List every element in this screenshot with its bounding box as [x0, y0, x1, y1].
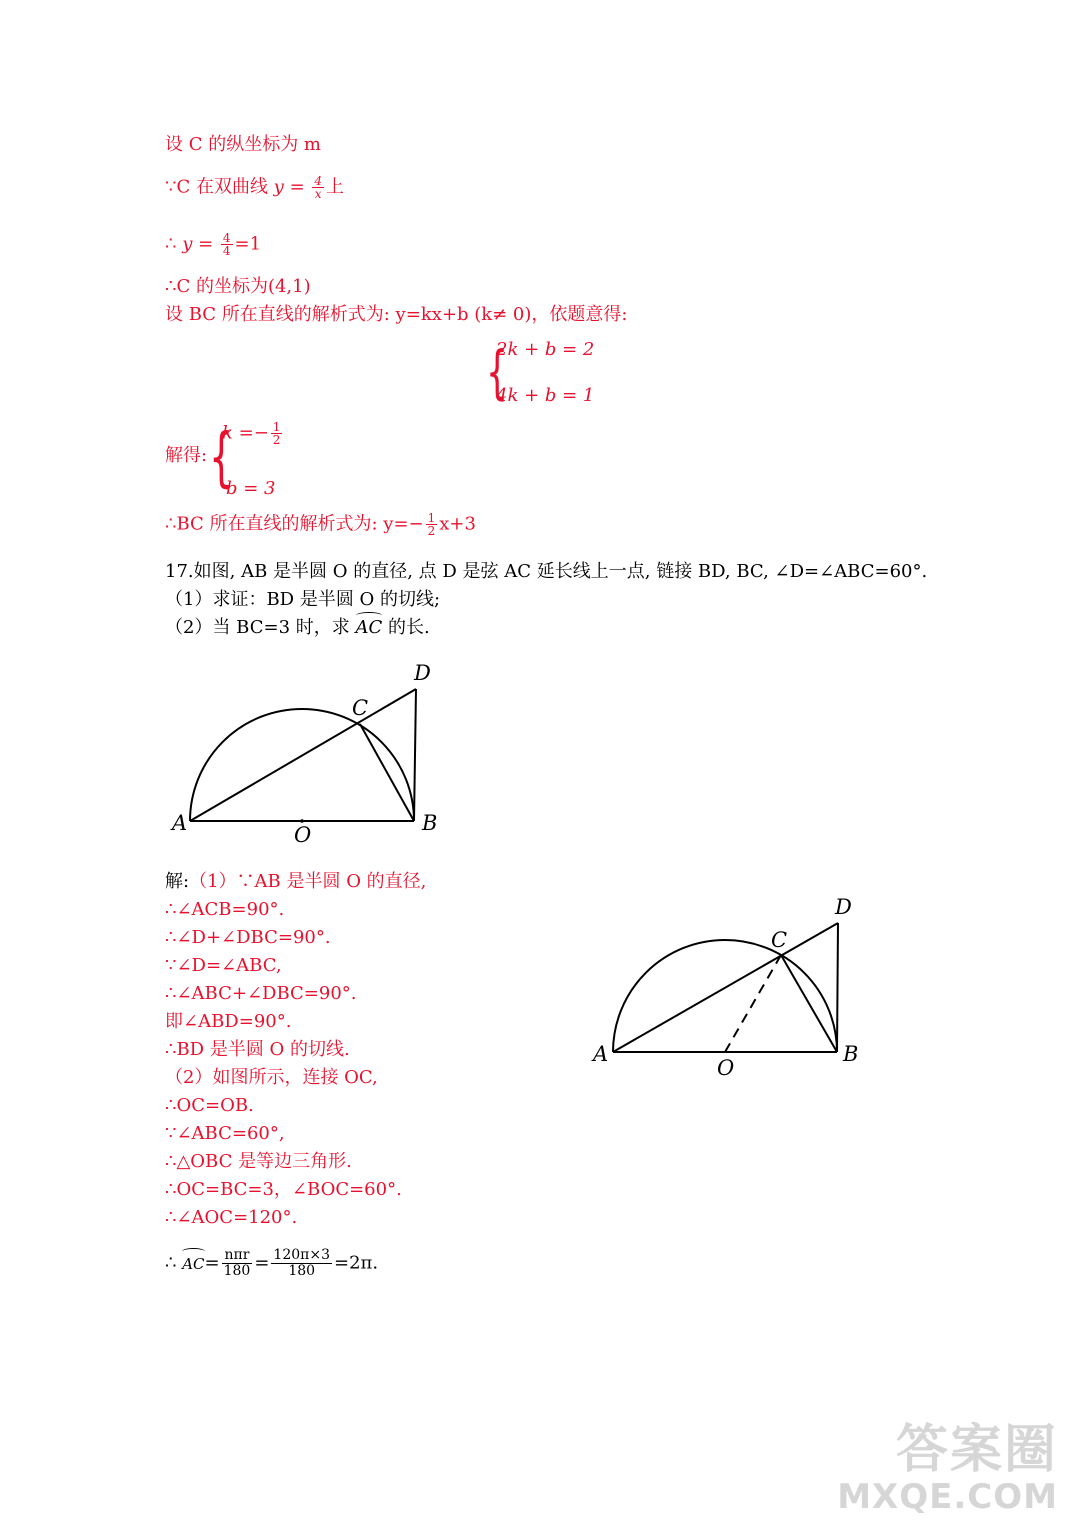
- arc-ac-symbol: AC: [182, 1252, 204, 1276]
- fig2-label-b: B: [843, 1042, 859, 1066]
- system-eq2: 4k + b = 1: [496, 385, 595, 406]
- q17-part1: （1）求证：BD 是半圆 O 的切线;: [165, 589, 441, 610]
- sol17-arc-length: ∴ AC= $\frac{\text{nπr}}{180}$ = $\frac{120\pi\times 3}{180}$ =2π.: [165, 1247, 379, 1279]
- solution-k: k =− $\frac{1}{2}$: [222, 420, 281, 447]
- sol16-line2-fraction: $\frac{4}{x}$: [314, 174, 323, 201]
- sol17-step9: ∵∠ABC=60°,: [165, 1123, 285, 1144]
- fig2-label-c: C: [771, 928, 788, 952]
- arc-ac-label: AC: [355, 617, 383, 638]
- sol17-step2: ∴∠D+∠DBC=90°.: [165, 927, 331, 948]
- figure-semicircle-2: [585, 885, 875, 1085]
- sol16-line3: ∴ y = $\frac{4}{4}$ =1: [165, 231, 262, 258]
- sol16-line3-fraction: $\frac{4}{4}$: [222, 231, 231, 258]
- sol17-step6: ∴BD 是半圆 O 的切线.: [165, 1039, 350, 1060]
- watermark-top: 答案圈: [895, 1420, 1058, 1480]
- q17-stem: 17.如图, AB 是半圆 O 的直径, 点 D 是弦 AC 延长线上一点, 链接 BD, BC, ∠D=∠ABC=60°.: [165, 561, 928, 582]
- fig1-label-o: O: [294, 823, 312, 847]
- sol17-step3: ∵∠D=∠ABC,: [165, 955, 282, 976]
- fig2-label-d: D: [835, 895, 852, 919]
- sol17-step7: （2）如图所示，连接 OC,: [165, 1067, 378, 1088]
- sol17-step10: ∴△OBC 是等边三角形.: [165, 1151, 352, 1172]
- sol16-line2-tail: 上: [326, 176, 345, 198]
- arc-formula-fraction: $\frac{\text{nπr}}{180}$: [223, 1247, 251, 1279]
- sol16-line2: [165, 175, 344, 200]
- q17-part2: （2）当 BC=3 时，求 AC 的长.: [165, 617, 430, 638]
- sol16-line8-fraction: $\frac{1}{2}$: [427, 511, 436, 538]
- fig1-label-d: D: [414, 661, 431, 685]
- sol16-line5: 设 BC 所在直线的解析式为: y=kx+b (k≠ 0)，依题意得:: [165, 304, 628, 325]
- sol17-step12: ∴∠AOC=120°.: [165, 1207, 298, 1228]
- sol17-header: 解:（1）∵AB 是半圆 O 的直径,: [165, 871, 427, 892]
- solution-brace: {: [209, 421, 234, 495]
- sol17-step11: ∴OC=BC=3，∠BOC=60°.: [165, 1179, 402, 1200]
- sol16-line4: ∴C 的坐标为(4,1): [165, 276, 311, 297]
- sol17-step5: 即∠ABD=90°.: [165, 1011, 292, 1032]
- fig2-label-o: O: [717, 1056, 735, 1080]
- watermark-bottom: MXQE.COM: [837, 1477, 1058, 1517]
- fig1-label-c: C: [352, 696, 369, 720]
- fig2-label-a: A: [593, 1042, 609, 1066]
- solution-k-fraction: $\frac{1}{2}$: [272, 420, 281, 447]
- sol17-step4: ∴∠ABC+∠DBC=90°.: [165, 983, 357, 1004]
- sol17-jie: 解:: [165, 871, 190, 892]
- arc-value-fraction: $\frac{120\pi\times 3}{180}$: [273, 1247, 330, 1279]
- sol16-line8: ∴BC 所在直线的解析式为: y=− $\frac{1}{2}$ x+3: [165, 511, 476, 538]
- watermark-logo: [837, 1407, 1058, 1517]
- figure-semicircle-1: [160, 650, 470, 850]
- solve-label: 解得:: [165, 445, 208, 466]
- fig1-label-b: B: [422, 811, 438, 835]
- solution-b: b = 3: [226, 478, 276, 499]
- sol16-line2-y: y =: [273, 176, 311, 198]
- system-eq1: 2k + b = 2: [496, 339, 595, 360]
- sol17-step8: ∴OC=OB.: [165, 1095, 254, 1116]
- sol16-line1: 设 C 的纵坐标为 m: [165, 134, 322, 155]
- sol17-step1: ∴∠ACB=90°.: [165, 899, 285, 920]
- system-brace: {: [486, 338, 509, 406]
- sol16-line2-text: ∵C 在双曲线: [165, 176, 274, 198]
- fig1-label-a: A: [172, 811, 188, 835]
